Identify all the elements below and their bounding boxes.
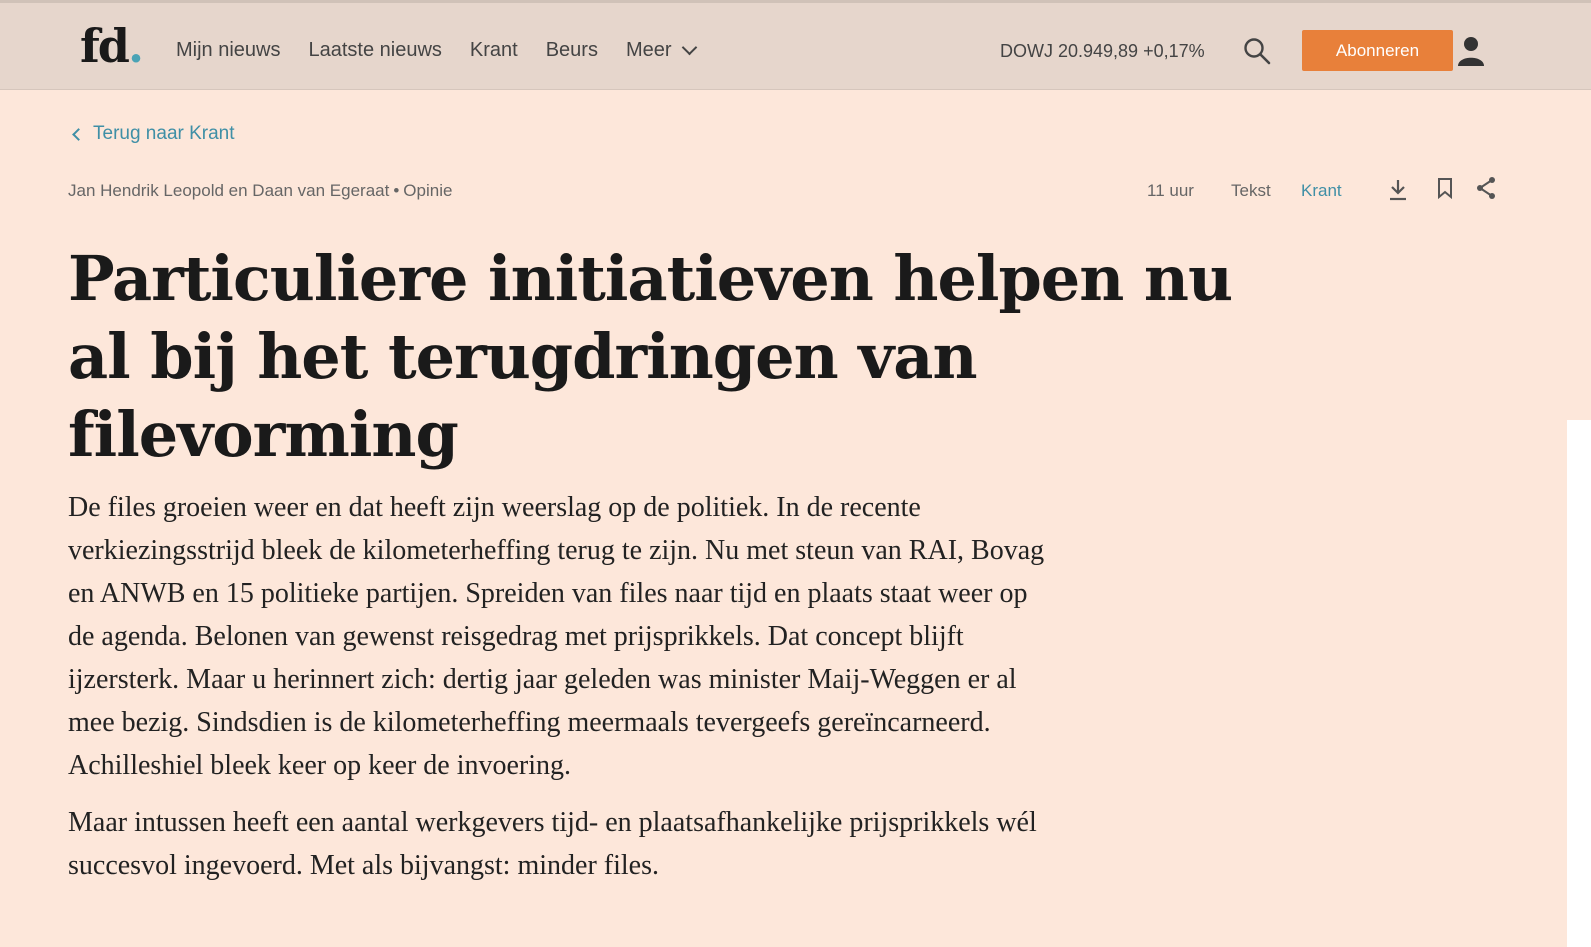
nav-laatste-nieuws[interactable]: Laatste nieuws [308,39,442,61]
section-label[interactable]: Opinie [403,181,453,200]
article-body [68,486,1058,901]
window-edge [1567,420,1591,947]
fd-logo[interactable]: fd. [80,19,142,73]
article-byline [68,180,452,202]
search-icon[interactable] [1243,37,1271,65]
top-navigation-bar [0,0,1591,90]
view-krant-toggle[interactable]: Krant [1301,181,1342,200]
nav-beurs[interactable]: Beurs [545,39,598,61]
nav-meer[interactable] [626,37,695,63]
back-to-krant-link[interactable] [70,122,235,146]
publish-time: 11 uur [1147,181,1194,200]
user-icon[interactable] [1455,35,1487,67]
nav-mijn-nieuws[interactable]: Mijn nieuws [176,39,281,61]
chevron-left-icon [72,128,85,141]
nav-krant[interactable]: Krant [469,39,518,61]
share-icon[interactable] [1475,176,1497,200]
article-headline: Particuliere initiatieven helpen nu al bij het terugdringen van filevorming [68,242,1233,471]
view-text-toggle[interactable]: Tekst [1231,181,1271,200]
paragraph: Maar intussen heeft een aantal werkgevers tijd- en plaatsafhankelijke prijsprikkels wél succesvol ingevoerd. Met als bijvangst: minder files. [68,807,1037,881]
main-nav [176,37,723,63]
bookmark-icon[interactable] [1437,177,1453,199]
nav-meer-label: Meer [625,39,672,61]
download-icon[interactable] [1387,178,1409,202]
chevron-down-icon [681,39,697,55]
back-link-label: Terug naar Krant [93,123,235,144]
byline-separator: • [393,181,400,200]
paragraph: De files groeien weer en dat heeft zijn weerslag op de politiek. In de recente verkiezingsstrijd bleek de kilometerheffing terug te zijn. Nu met steun van RAI, Bovag en ANWB en 15 politieke partijen. Spreiden van files naar tijd en plaats staat weer op de agenda. Belonen van gewenst reisgedrag met prijsprikkels. Dat concept blijft ijzersterk. Maar u herinnert zich: dertig jaar geleden was minister Maij-Weggen er al mee bezig. Sindsdien is de kilometerheffing meermaals tevergeefs gereïncarneerd. Achilleshiel bleek keer op keer de invoering. [68,492,1045,781]
stock-ticker[interactable]: DOWJ 20.949,89 +0,17% [1000,41,1205,61]
subscribe-button[interactable]: Abonneren [1302,30,1453,71]
author-names[interactable]: Jan Hendrik Leopold en Daan van Egeraat [68,181,390,200]
